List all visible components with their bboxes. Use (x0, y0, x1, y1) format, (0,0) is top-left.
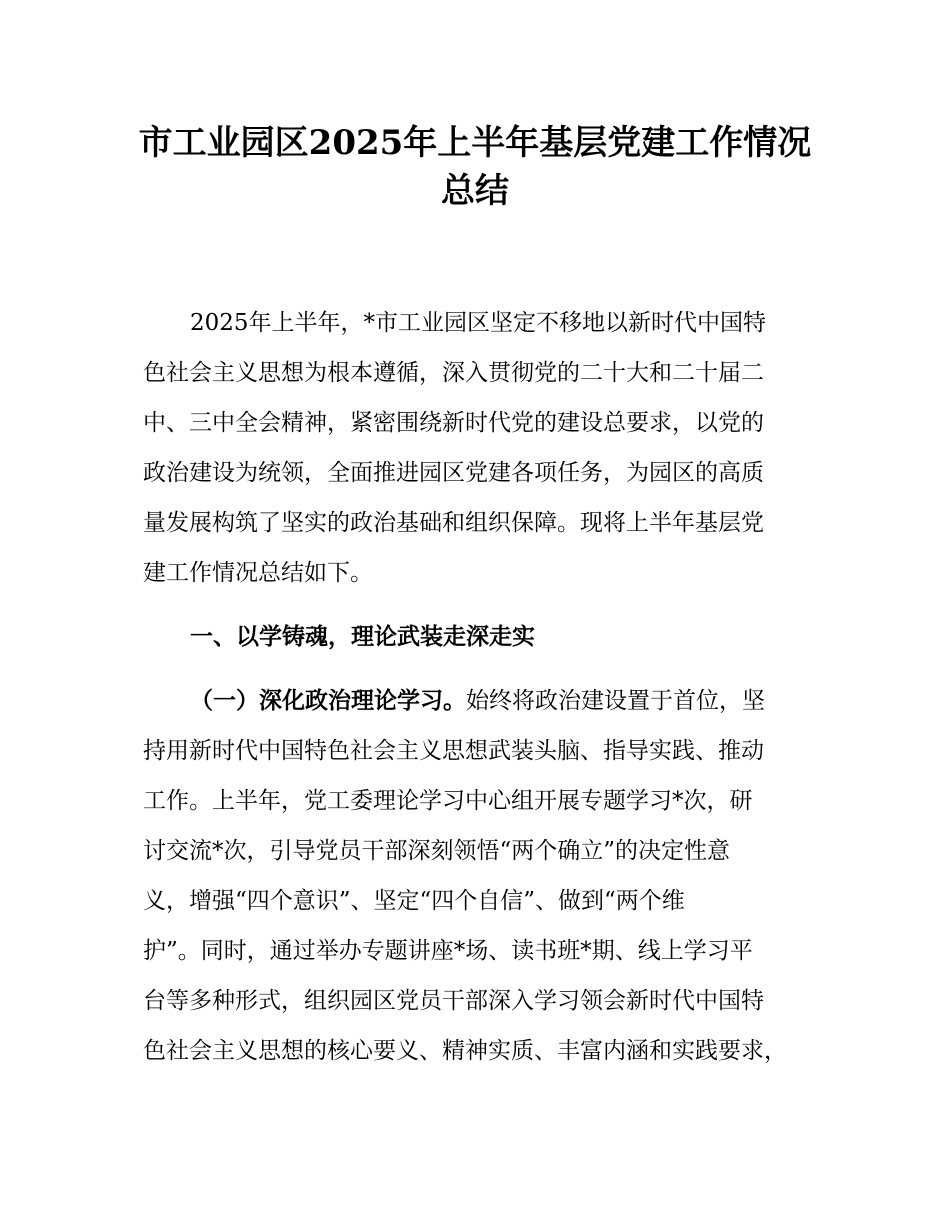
subsection-line: 工作。上半年，党工委理论学习中心组开展专题学习*次，研 (143, 788, 753, 814)
subsection-first-line (190, 686, 765, 716)
intro-line: 中、三中全会精神，紧密围绕新时代党的建设总要求，以党的 (143, 410, 764, 436)
intro-line: 色社会主义思想为根本遵循，深入贯彻党的二十大和二十届二 (143, 360, 764, 386)
subsection-line: 义，增强“四个意识”、坚定“四个自信”、做到“两个维 (143, 888, 685, 914)
section-heading: 一、以学铸魂，理论武装走深走实 (190, 624, 535, 650)
subsection-line: 台等多种形式，组织园区党员干部深入学习领会新时代中国特 (143, 988, 764, 1014)
intro-line: 建工作情况总结如下。 (143, 560, 373, 586)
intro-line: 2025年上半年，*市工业园区坚定不移地以新时代中国特 (190, 310, 767, 336)
intro-line: 政治建设为统领，全面推进园区党建各项任务，为园区的高质 (143, 460, 764, 486)
subsection-first-line-text: 始终将政治建设置于首位，坚 (466, 688, 765, 714)
document-title-line-1: 市工业园区2025年上半年基层党建工作情况 (138, 123, 812, 163)
document-title-line-2: 总结 (441, 171, 509, 211)
intro-line: 量发展构筑了坚实的政治基础和组织保障。现将上半年基层党 (143, 510, 764, 536)
subsection-line: 色社会主义思想的核心要义、精神实质、丰富内涵和实践要求， (143, 1038, 787, 1064)
subsection-heading: （一）深化政治理论学习。 (190, 688, 466, 714)
subsection-line: 持用新时代中国特色社会主义思想武装头脑、指导实践、推动 (143, 738, 764, 764)
subsection-line: 护”。同时，通过举办专题讲座*场、读书班*期、线上学习平 (143, 938, 753, 964)
subsection-line: 讨交流*次，引导党员干部深刻领悟“两个确立”的决定性意 (143, 838, 731, 864)
